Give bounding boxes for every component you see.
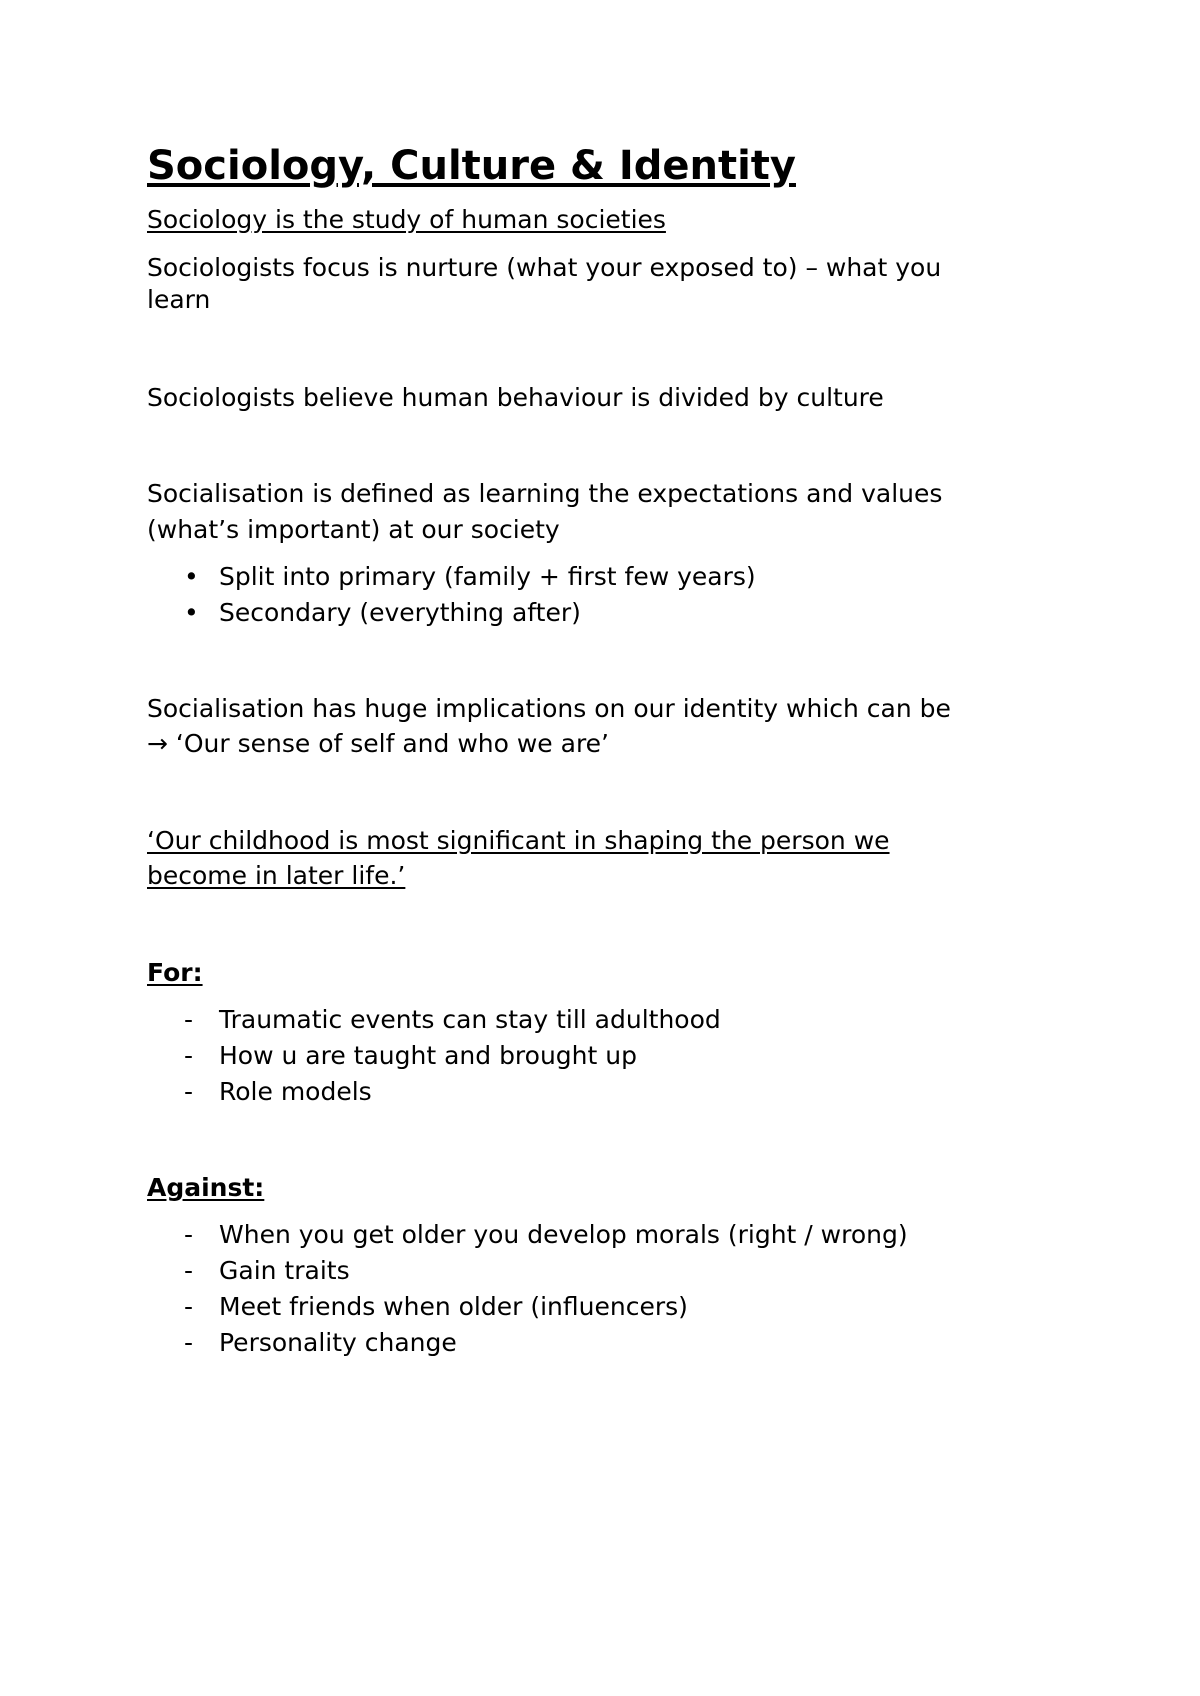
for-list: [147, 1002, 1097, 1110]
childhood-quote: [147, 823, 1097, 893]
list-item: [147, 595, 1097, 631]
socialisation-bullet-list: [147, 559, 1097, 631]
socialisation-line-2: (what’s important) at our society: [147, 515, 560, 544]
document-title: Sociology, Culture & Identity: [147, 143, 796, 189]
implications-line-1: Socialisation has huge implications on our identity which can be: [147, 694, 951, 723]
list-item: [147, 559, 1097, 595]
list-item: [147, 1038, 1097, 1074]
list-item-text: Gain traits: [219, 1256, 350, 1285]
list-item: [147, 1289, 1097, 1325]
dash-icon: -: [184, 1077, 194, 1106]
against-heading: Against:: [147, 1173, 265, 1202]
implications-paragraph: [147, 691, 1097, 761]
bullet-icon: •: [184, 598, 199, 627]
focus-line-1: Sociologists focus is nurture (what your exposed to) – what you: [147, 253, 942, 282]
list-item-text: How u are taught and brought up: [219, 1041, 637, 1070]
bullet-text: Split into primary (family + first few years): [219, 562, 756, 591]
list-item: [147, 1217, 1097, 1253]
list-item-text: Meet friends when older (influencers): [219, 1292, 688, 1321]
focus-line-2: learn: [147, 285, 211, 314]
dash-icon: -: [184, 1041, 194, 1070]
list-item: [147, 1325, 1097, 1361]
focus-paragraph: [147, 250, 1097, 317]
list-item-text: When you get older you develop morals (right / wrong): [219, 1220, 908, 1249]
list-item-text: Role models: [219, 1077, 372, 1106]
quote-line-1: ‘Our childhood is most significant in shaping the person we: [147, 826, 890, 855]
list-item: [147, 1002, 1097, 1038]
dash-icon: -: [184, 1220, 194, 1249]
belief-paragraph: Sociologists believe human behaviour is divided by culture: [147, 383, 884, 412]
sociology-definition: Sociology is the study of human societies: [147, 205, 666, 234]
dash-icon: -: [184, 1292, 194, 1321]
implications-line-2: → ‘Our sense of self and who we are’: [147, 729, 609, 758]
socialisation-line-1: Socialisation is defined as learning the expectations and values: [147, 479, 943, 508]
list-item: [147, 1074, 1097, 1110]
dash-icon: -: [184, 1256, 194, 1285]
dash-icon: -: [184, 1328, 194, 1357]
document-page: [147, 140, 1097, 1361]
bullet-icon: •: [184, 562, 199, 591]
list-item-text: Personality change: [219, 1328, 457, 1357]
socialisation-paragraph: [147, 476, 1097, 547]
list-item-text: Traumatic events can stay till adulthood: [219, 1005, 721, 1034]
for-heading: For:: [147, 958, 203, 987]
list-item: [147, 1253, 1097, 1289]
bullet-text: Secondary (everything after): [219, 598, 581, 627]
dash-icon: -: [184, 1005, 194, 1034]
against-list: [147, 1217, 1097, 1361]
quote-line-2: become in later life.’: [147, 861, 406, 890]
